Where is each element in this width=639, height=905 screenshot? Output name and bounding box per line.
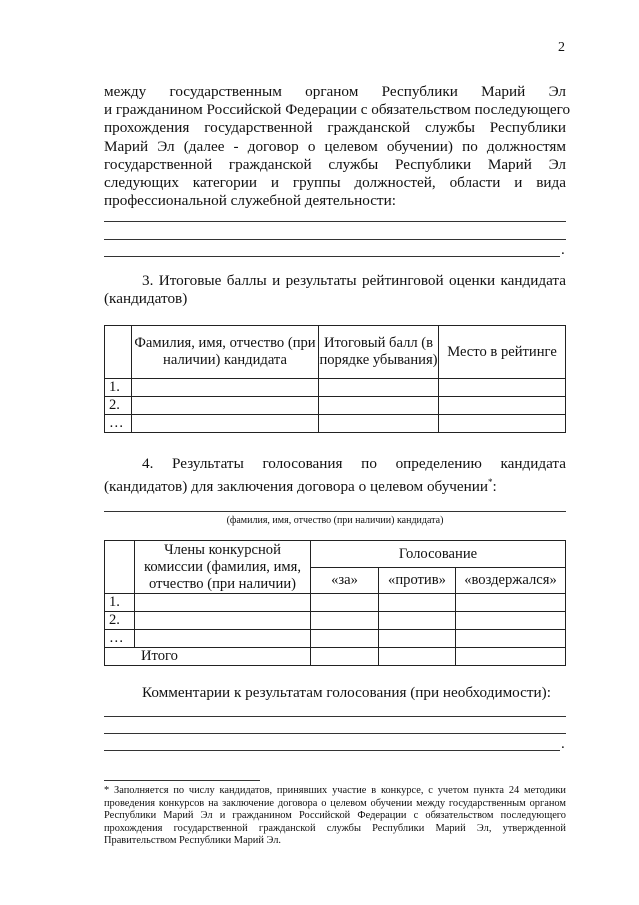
intro-line: профессиональной служебной деятельности: <box>104 192 396 210</box>
rank-cell <box>439 379 566 397</box>
voting-header: Голосование <box>311 541 566 568</box>
against-cell <box>379 630 456 648</box>
fill-line <box>104 239 566 240</box>
name-cell <box>132 415 319 433</box>
intro-line: следующих категории и группы должностей, области и вида <box>104 174 566 192</box>
abstain-cell <box>456 648 566 666</box>
for-cell <box>311 648 379 666</box>
for-cell <box>311 612 379 630</box>
abstain-cell <box>456 612 566 630</box>
section-4-title-line: 4. Результаты голосования по определению кандидата <box>142 455 566 472</box>
table-row <box>105 415 566 433</box>
footnote-separator <box>104 780 260 781</box>
candidate-name-line <box>104 511 566 512</box>
against-cell <box>379 612 456 630</box>
rank-cell <box>439 415 566 433</box>
against-cell <box>379 594 456 612</box>
for-cell <box>311 594 379 612</box>
rank-header: Место в рейтинге <box>439 326 566 379</box>
footnote: * Заполняется по числу кандидатов, принявших участие в конкурсе, с учетом пункта 24 методики проведения конкурсов на заключение договора о целевом обучении между государственным органом Республики Марий Эл и гражданином Российской Федерации с обязательством последующего прохождения государственной гражданской службы Республики Марий Эл, утвержденной Правительством Республики Марий Эл. <box>104 785 566 847</box>
row-number: … <box>105 415 132 433</box>
vote-against-header: «против» <box>379 568 456 594</box>
comment-line <box>104 733 566 734</box>
name-cell <box>132 397 319 415</box>
for-cell <box>311 630 379 648</box>
voting-table <box>104 540 566 666</box>
score-header: Итоговый балл (в порядке убывания) <box>319 326 439 379</box>
score-cell <box>319 415 439 433</box>
section-3-title-line: (кандидатов) <box>104 290 188 308</box>
section-4-title-line: (кандидатов) для заключения договора о целевом обучении*: <box>104 477 497 496</box>
vote-for-header: «за» <box>311 568 379 594</box>
row-number: 2. <box>105 612 135 630</box>
against-cell <box>379 648 456 666</box>
score-cell <box>319 379 439 397</box>
member-cell <box>135 612 311 630</box>
intro-line: Марий Эл (далее - договор о целевом обучении) по должностям <box>104 137 566 155</box>
total-label: Итого <box>105 648 311 666</box>
comments-label: Комментарии к результатам голосования (при необходимости): <box>142 684 551 701</box>
row-number: … <box>105 630 135 648</box>
vote-abstain-header: «воздержался» <box>456 568 566 594</box>
name-cell <box>132 379 319 397</box>
intro-line: и гражданином Российской Федерации с обязательством последующего <box>104 101 571 119</box>
abstain-cell <box>456 630 566 648</box>
page-number: 2 <box>558 40 565 55</box>
footnote-marker: * <box>488 477 493 488</box>
table-row <box>105 630 566 648</box>
section-3-title-line: 3. Итоговые баллы и результаты рейтинговой оценки кандидата <box>142 272 566 289</box>
table-row <box>105 612 566 630</box>
total-row <box>105 648 566 666</box>
score-cell <box>319 397 439 415</box>
row-number: 2. <box>105 397 132 415</box>
row-number: 1. <box>105 379 132 397</box>
candidate-name-caption: (фамилия, имя, отчество (при наличии) кандидата) <box>226 515 444 526</box>
member-cell <box>135 594 311 612</box>
number-header-cell <box>105 541 135 594</box>
intro-line: между государственным органом Республики Марий Эл <box>104 83 566 100</box>
table-row <box>105 594 566 612</box>
fill-line <box>104 221 566 222</box>
line-period: . <box>561 736 565 752</box>
number-header-cell <box>105 326 132 379</box>
section-3-title <box>104 272 566 308</box>
rating-table <box>104 325 566 433</box>
name-header: Фамилия, имя, отчество (при наличии) кандидата <box>132 326 319 379</box>
row-number: 1. <box>105 594 135 612</box>
comment-line <box>104 716 566 717</box>
table-row <box>105 397 566 415</box>
table-row <box>105 379 566 397</box>
intro-line: прохождения государственной гражданской службы Республики <box>104 119 566 137</box>
fill-line <box>104 256 560 257</box>
abstain-cell <box>456 594 566 612</box>
intro-line: государственной гражданской службы Республики Марий Эл <box>104 155 566 173</box>
member-cell <box>135 630 311 648</box>
rank-cell <box>439 397 566 415</box>
comment-line <box>104 750 560 751</box>
section-4-title <box>104 455 566 496</box>
intro-paragraph <box>104 83 571 210</box>
members-header: Члены конкурсной комиссии (фамилия, имя, отчество (при наличии) <box>135 541 311 594</box>
line-period: . <box>561 242 565 258</box>
